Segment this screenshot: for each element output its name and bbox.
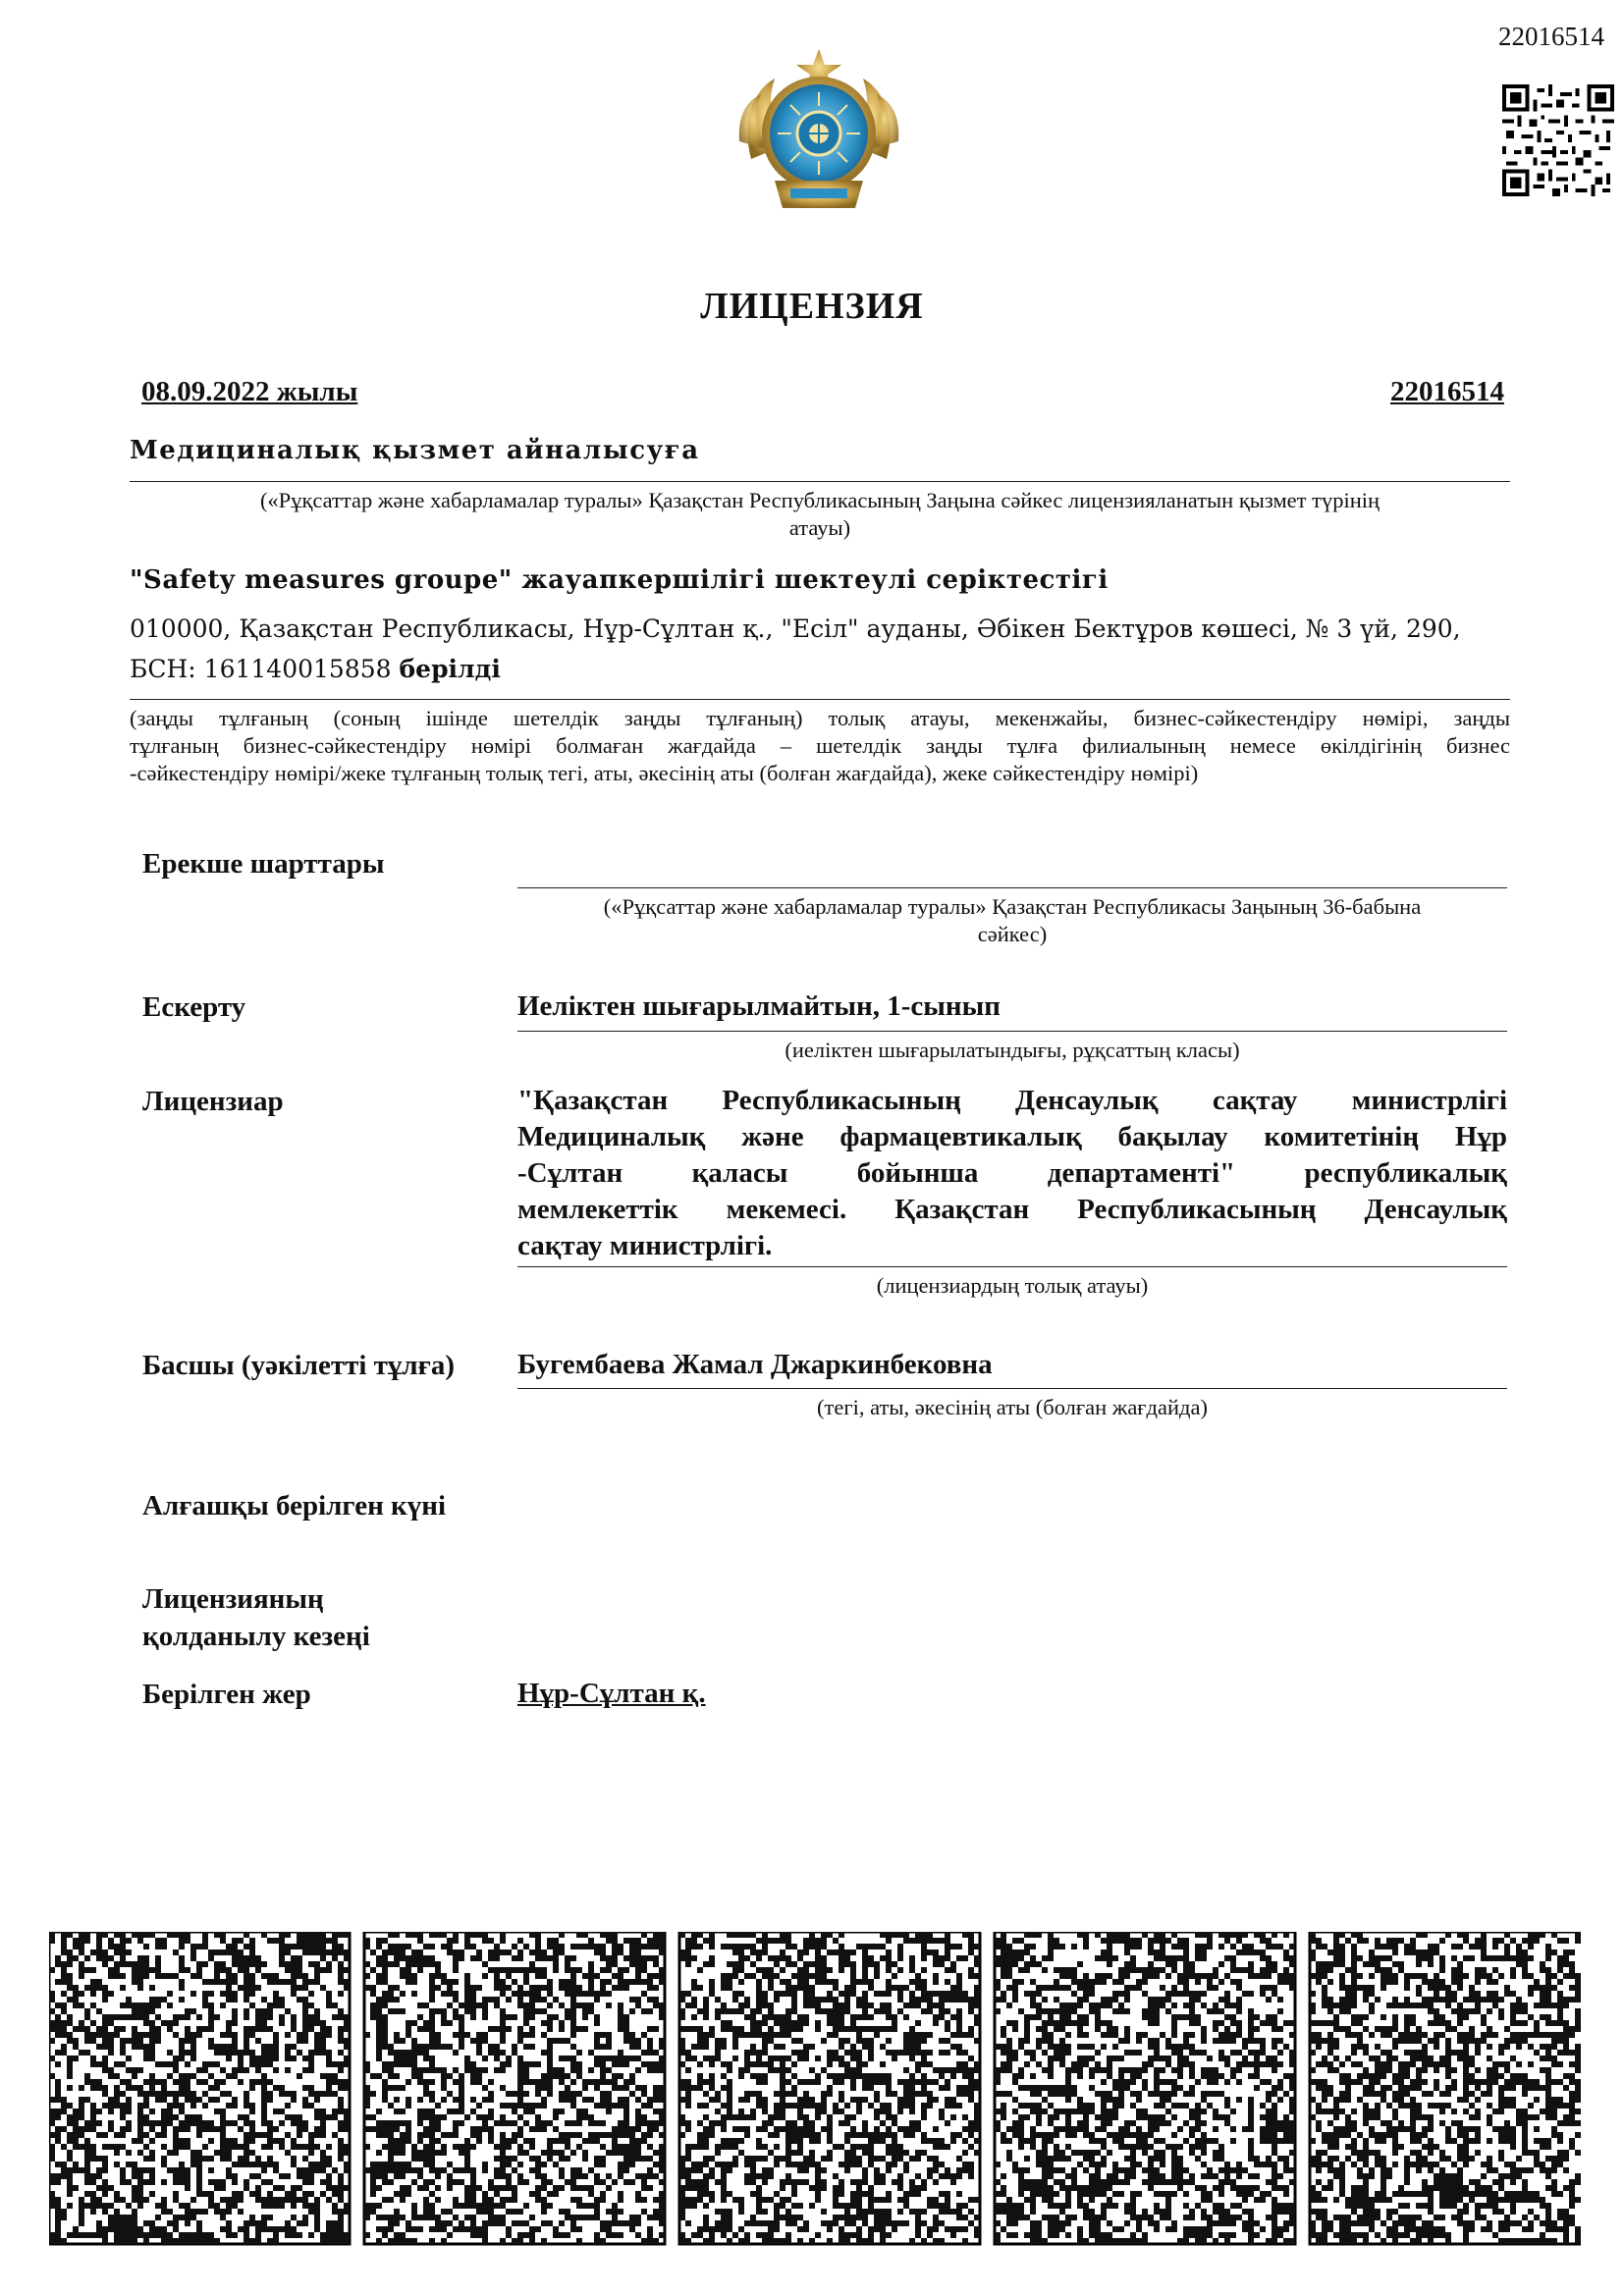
issued-word: берілді bbox=[399, 655, 501, 683]
licensee-caption bbox=[130, 705, 1510, 787]
issue-date: 08.09.2022 жылы bbox=[141, 376, 358, 407]
licensor-underline bbox=[517, 1266, 1507, 1267]
barcode-block bbox=[1310, 1932, 1581, 2244]
validity-label bbox=[142, 1580, 370, 1655]
licensor-name-line: -Сұлтан қаласы бойынша департаменті" республикалық bbox=[517, 1157, 1507, 1189]
head-caption: (тегі, аты, әкесінің аты (болған жағдайда) bbox=[817, 1395, 1208, 1419]
place-value: Нұр-Сұлтан қ. bbox=[517, 1678, 706, 1709]
note-caption: (иеліктен шығарылатындығы, рұқсаттың класы) bbox=[785, 1038, 1240, 1062]
barcode-block bbox=[995, 1932, 1295, 2244]
validity-label-line: қолданылу кезеңі bbox=[142, 1621, 370, 1652]
activity-caption-line: атауы) bbox=[788, 515, 851, 540]
head-label: Басшы (уәкілетті тұлға) bbox=[142, 1350, 455, 1381]
licensee-caption-line: -сәйкестендіру нөмірі/жеке тұлғаның толық тегі, аты, әкесінің аты (болған жағдайда), жеке сәйкестендіру нөмірі) bbox=[130, 761, 1199, 785]
licensee-name: "Safety measures groupe" жауапкершілігі шектеулі серіктестігі bbox=[130, 565, 1109, 595]
first-issue-label: Алғашқы берілген күні bbox=[142, 1490, 447, 1522]
qr-code-icon bbox=[1502, 84, 1614, 196]
special-conditions-caption-line: сәйкес) bbox=[977, 922, 1048, 946]
licensee-address-line: 010000, Қазақстан Республикасы, Нұр-Сұлтан қ., "Есіл" ауданы, Әбікен Бектұров көшесі, № 3 үй, 290, bbox=[130, 614, 1461, 643]
licensor-caption: (лицензиардың толық атауы) bbox=[876, 1273, 1149, 1298]
licensor-name-line: Медициналық және фармацевтикалық бақылау комитетінің Нұр bbox=[517, 1121, 1507, 1152]
activity-underline bbox=[130, 481, 1510, 482]
licensee-caption-line: тұлғаның бизнес-сәйкестендіру нөмірі болмаған жағдайда – шетелдік заңды тұлға филиалының немесе өкілдігінің бизнес bbox=[130, 733, 1510, 758]
document-number-top: 22016514 bbox=[1498, 22, 1604, 51]
license-number: 22016514 bbox=[1390, 376, 1504, 407]
licensor-name-line: "Қазақстан Республикасының Денсаулық сақтау министрлігі bbox=[517, 1085, 1507, 1116]
licensee-bin-line bbox=[130, 649, 1504, 689]
licensor-name-line: мемлекеттік мекемесі. Қазақстан Республикасының Денсаулық bbox=[517, 1194, 1507, 1225]
special-conditions-label: Ерекше шарттары bbox=[142, 848, 385, 880]
licensor-label: Лицензиар bbox=[142, 1086, 284, 1117]
activity-caption-line: («Рұқсаттар және хабарламалар туралы» Қазақстан Республикасының Заңына сәйкес лицензияланатын қызмет түрінің bbox=[259, 488, 1380, 512]
note-value: Иеліктен шығарылмайтын, 1-сынып bbox=[517, 990, 1001, 1022]
note-label: Ескерту bbox=[142, 991, 246, 1023]
note-underline bbox=[517, 1031, 1507, 1032]
barcode-block bbox=[679, 1932, 980, 2244]
special-conditions-caption bbox=[517, 893, 1507, 948]
barcode-block bbox=[49, 1932, 350, 2244]
head-name: Бугембаева Жамал Джаркинбековна bbox=[517, 1349, 993, 1380]
licensor-name bbox=[517, 1083, 1507, 1264]
activity-type: Медициналық қызмет айналысуға bbox=[130, 436, 700, 465]
special-conditions-underline bbox=[517, 887, 1507, 888]
licensee-caption-line: (заңды тұлғаның (соның ішінде шетелдік заңды тұлғаның) толық атауы, мекенжайы, бизнес-сәйкестендіру нөмірі, заңды bbox=[130, 706, 1510, 730]
validity-label-line: Лицензияның bbox=[142, 1583, 324, 1615]
special-conditions-caption-line: («Рұқсаттар және хабарламалар туралы» Қазақстан Республикасы Заңының 36-бабына bbox=[603, 894, 1422, 919]
document-title: ЛИЦЕНЗИЯ bbox=[700, 286, 924, 327]
licensee-underline bbox=[130, 699, 1510, 700]
activity-caption bbox=[130, 487, 1510, 542]
licensor-name-line: сақтау министрлігі. bbox=[517, 1230, 773, 1261]
place-label: Берілген жер bbox=[142, 1679, 311, 1710]
state-emblem-icon bbox=[731, 43, 906, 218]
licensee-address bbox=[130, 609, 1504, 689]
barcode-block bbox=[364, 1932, 665, 2244]
licensee-bin: БСН: 161140015858 bbox=[130, 655, 392, 683]
head-underline bbox=[517, 1388, 1507, 1389]
barcode-strip bbox=[49, 1932, 1581, 2248]
